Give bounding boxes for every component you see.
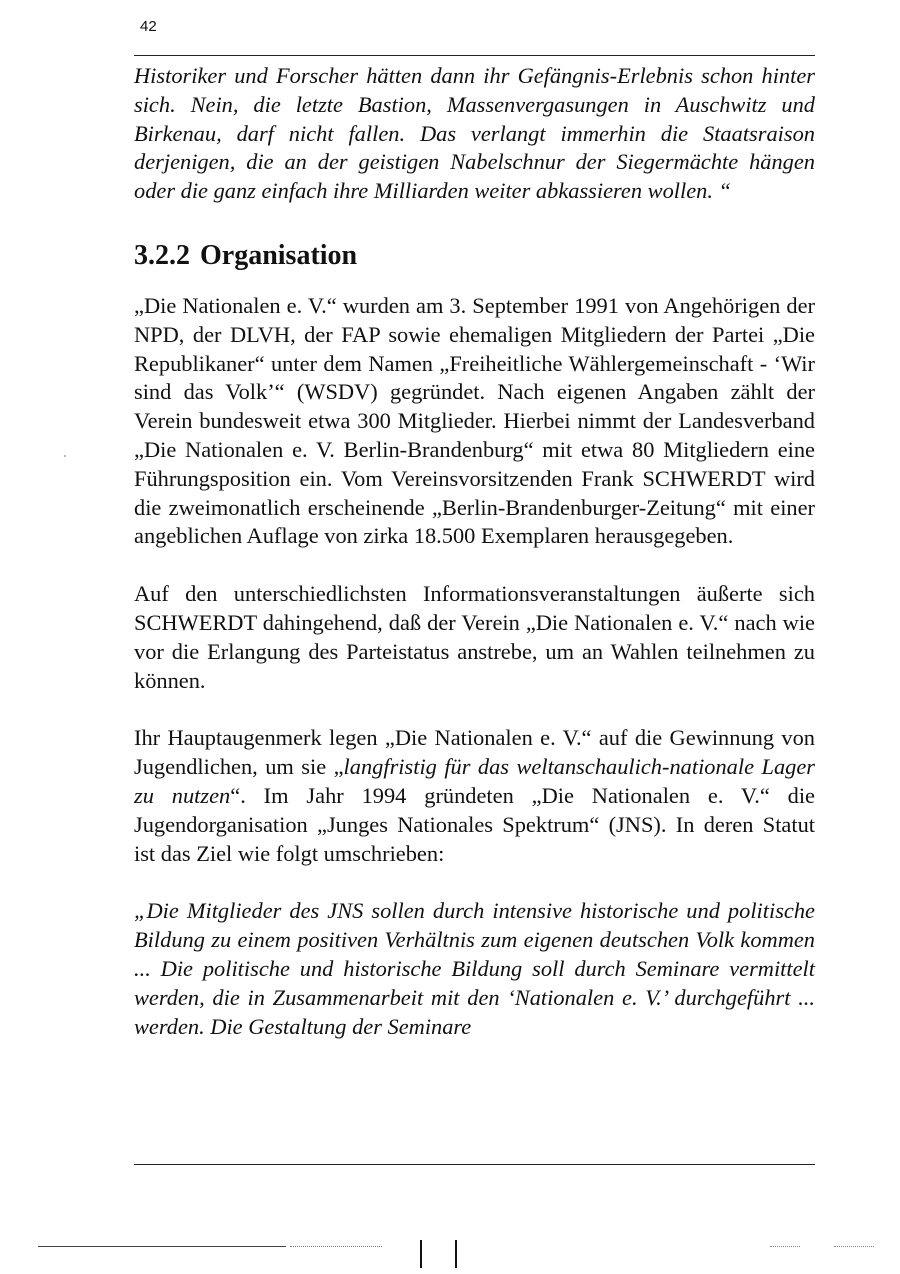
youth-text-end: “. Im Jahr 1994 gründeten „Die Nationalen e. V.“ die Jugendorganisation „Junges Nationales Spektrum“ (JNS). In deren Statut ist das Ziel wie folgt umschrieben: bbox=[134, 782, 815, 866]
scan-artifact bbox=[770, 1246, 800, 1247]
section-heading bbox=[134, 239, 815, 273]
body-paragraph-party-status: Auf den unterschiedlichsten Informationsveranstaltungen äußerte sich SCHWERDT dahingehend, daß der Verein „Die Nationalen e. V.“ nach wie vor die Erlangung des Parteistatus anstrebe, um an Wahlen teilnehmen zu können. bbox=[134, 581, 815, 693]
body-paragraph-youth bbox=[134, 724, 815, 868]
page-number: 42 bbox=[140, 18, 157, 35]
youth-text-start: Ihr Hauptaugenmerk legen „Die Nationalen e. V.“ auf die Gewinnung von Jugendlichen, um sie „ bbox=[134, 725, 815, 780]
scan-artifact bbox=[290, 1246, 382, 1247]
scan-artifact bbox=[64, 455, 66, 457]
scan-artifact bbox=[38, 1246, 286, 1247]
footnote-rule bbox=[134, 1164, 815, 1165]
scan-artifact bbox=[420, 1240, 422, 1268]
section-number: 3.2.2 bbox=[134, 239, 190, 271]
body-paragraph-founding: „Die Nationalen e. V.“ wurden am 3. September 1991 von Angehörigen der NPD, der DLVH, der FAP sowie ehemaligen Mitgliedern der Partei „Die Republikaner“ unter dem Namen „Freiheitliche Wählergemeinschaft - ‘Wir sind das Volk’“ (WSDV) gegründet. Nach eigenen Angaben zählt der Verein bundesweit etwa 300 Mitglieder. Hierbei nimmt der Landesverband „Die Nationalen e. V. Berlin-Brandenburg“ mit etwa 80 Mitgliedern eine Führungsposition ein. Vom Vereinsvorsitzenden Frank SCHWERDT wird die zweimonatlich erscheinende „Berlin-Brandenburger-Zeitung“ mit einer angeblichen Auflage von zirka 18.500 Exemplaren herausgegeben. bbox=[134, 292, 815, 549]
scan-artifact bbox=[455, 1240, 457, 1268]
scan-artifact bbox=[834, 1246, 874, 1247]
statute-quote-paragraph: „Die Mitglieder des JNS sollen durch intensive historische und politische Bildung zu einem positiven Verhältnis zum eigenen deutschen Volk kommen ... Die politische und historische Bildung soll durch Seminare vermittelt werden, die in Zusammenarbeit mit den ‘Nationalen e. V.’ durchgeführt ... werden. Die Gestaltung der Seminare bbox=[134, 898, 815, 1039]
page-content bbox=[134, 62, 815, 1041]
youth-quote: langfristig für das weltanschaulich-nationale Lager zu nutzen bbox=[134, 754, 815, 808]
section-title: Organisation bbox=[200, 239, 358, 271]
header-rule bbox=[134, 55, 815, 56]
quote-continuation-paragraph: Historiker und Forscher hätten dann ihr Gefängnis-Erlebnis schon hinter sich. Nein, die letzte Bastion, Massenvergasungen in Auschwitz und Birkenau, darf nicht fallen. Das verlangt immerhin die Staatsraison derjenigen, die an der geistigen Nabelschnur der Siegermächte hängen oder die ganz einfach ihre Milliarden weiter abkassieren wollen. “ bbox=[134, 63, 815, 204]
